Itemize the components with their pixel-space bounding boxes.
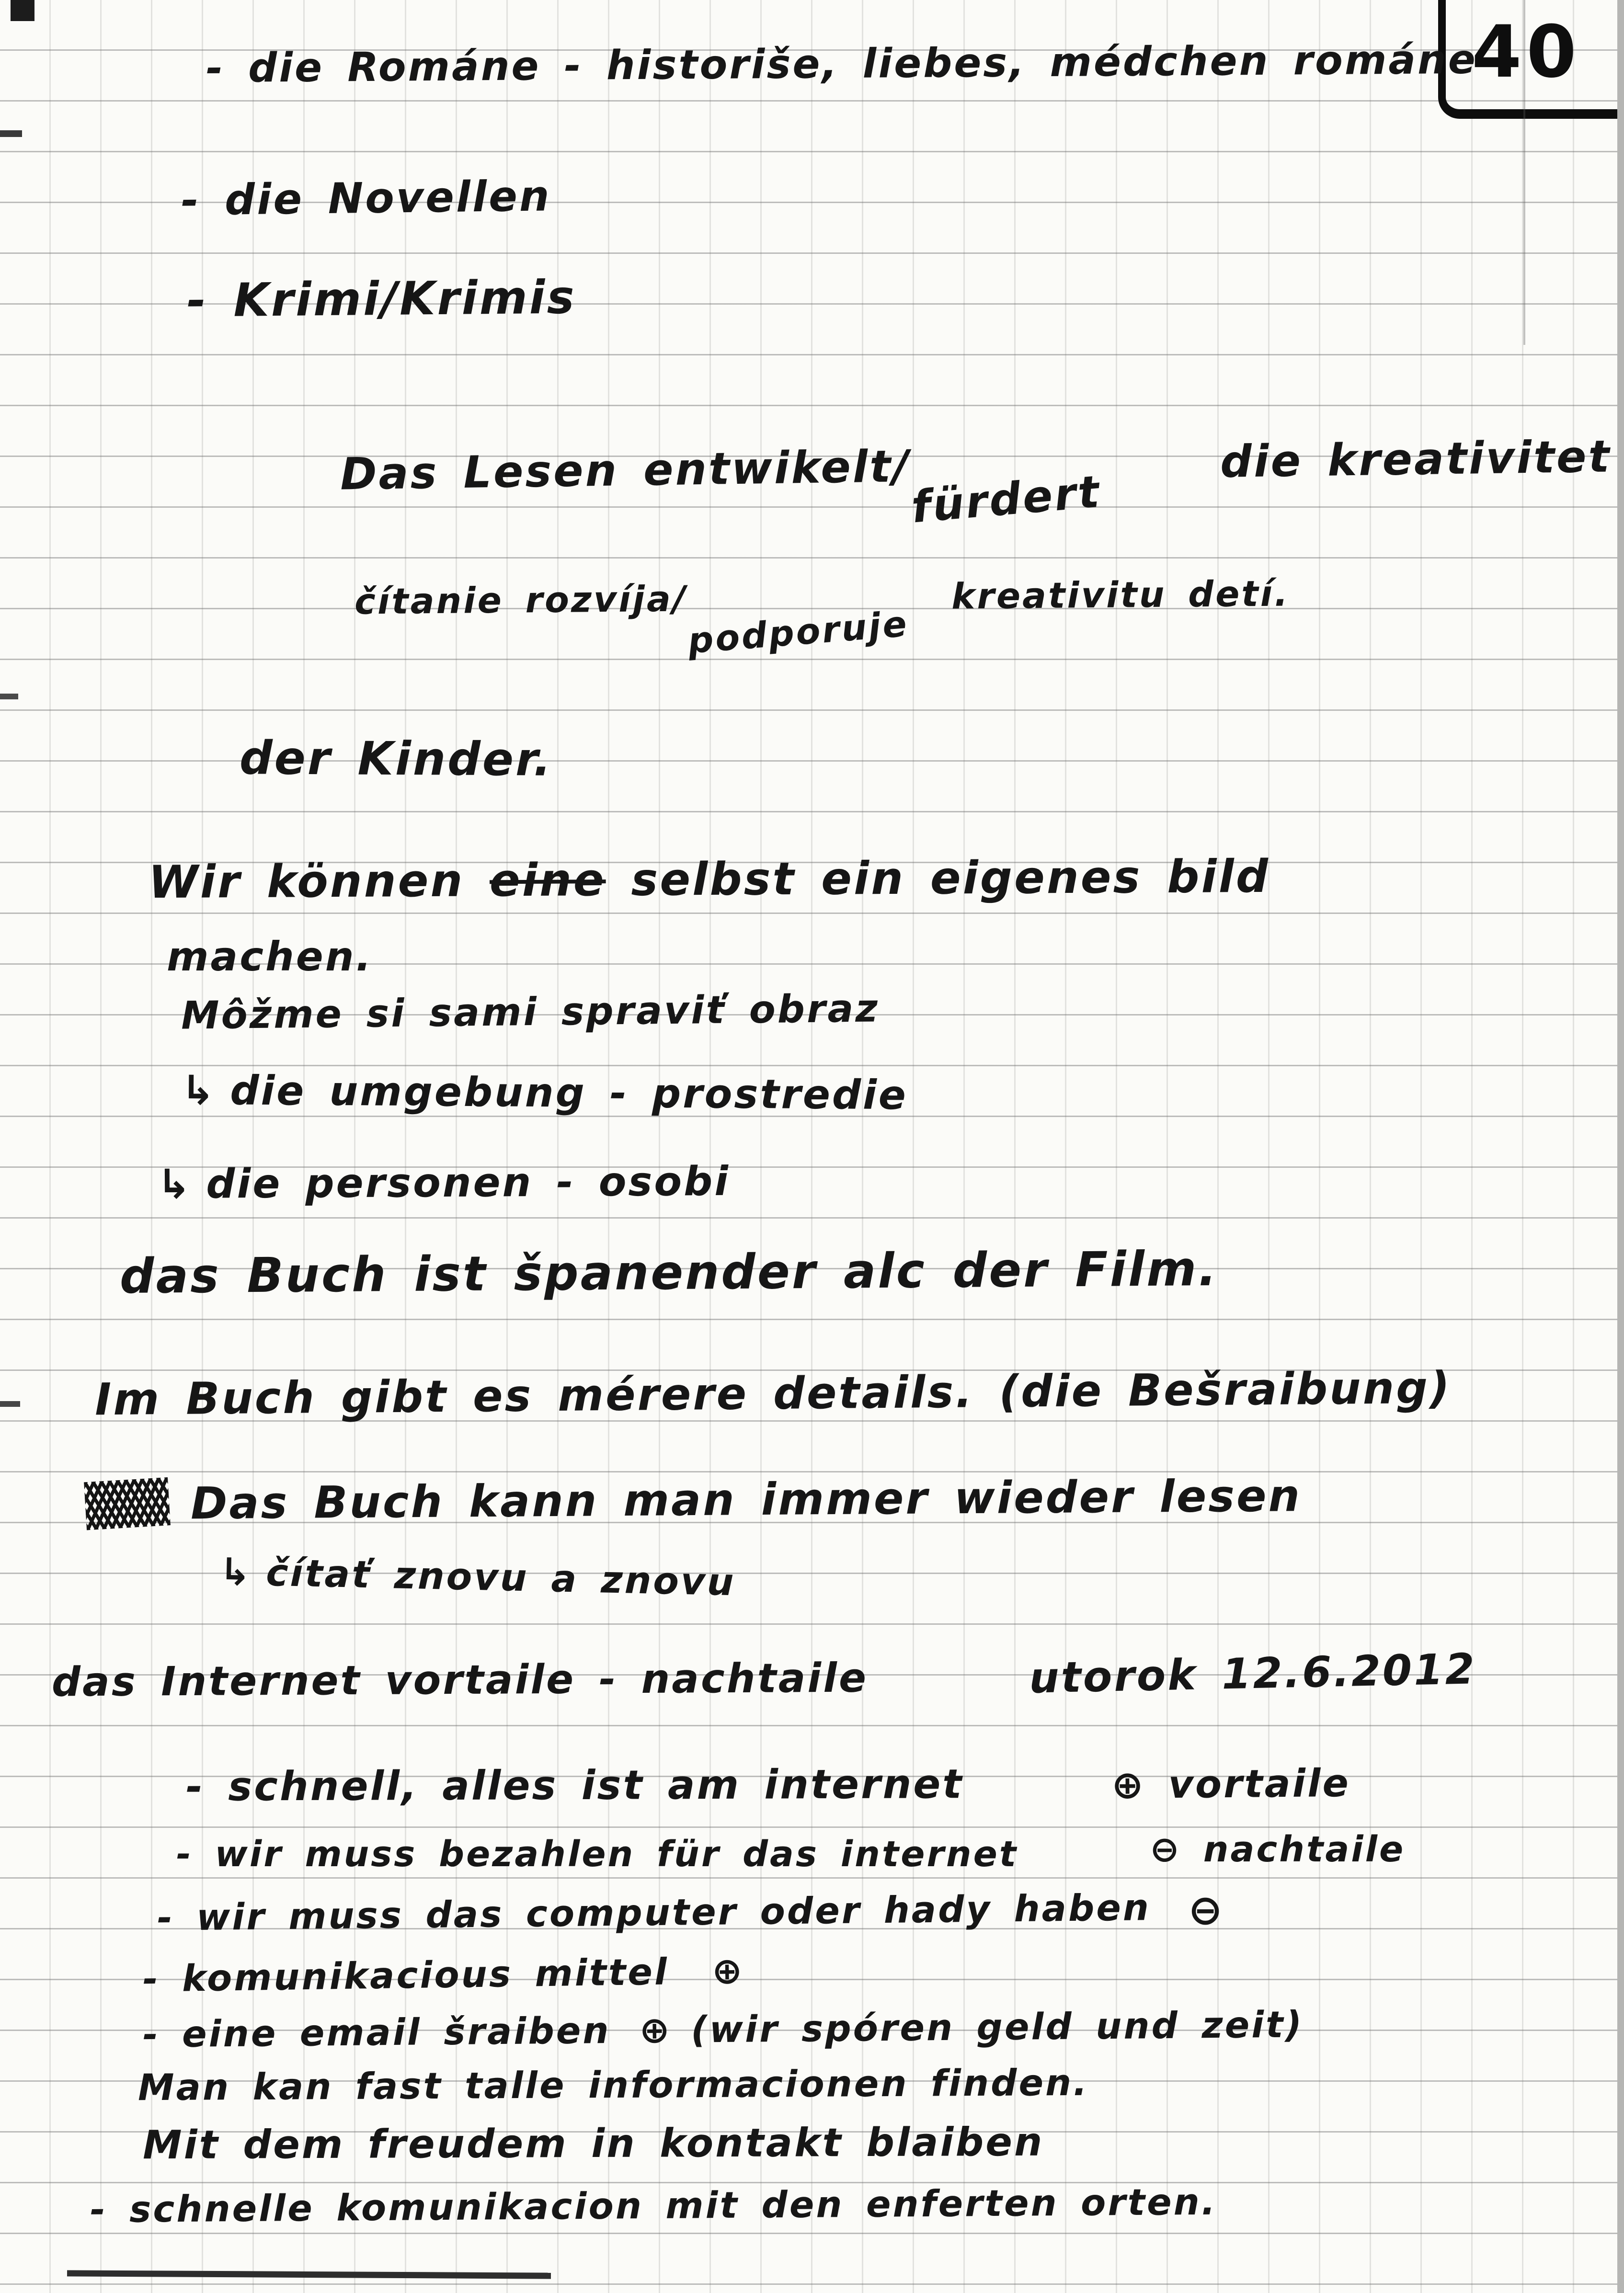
plus-circle-icon: ⊕ (1111, 1762, 1146, 1808)
line-novellen (181, 171, 551, 225)
line-text: die umgebung - prostredie (230, 1067, 908, 1119)
nachtaile-marker (1150, 1829, 1405, 1870)
line-citanie (354, 573, 1290, 662)
line-text: das Internet vortaile - nachtaile (51, 1654, 869, 1706)
line-citat-znovu (219, 1551, 736, 1605)
minus-circle-icon: ⊖ (1188, 1886, 1225, 1934)
line-text: machen. (167, 933, 373, 980)
paper-crease (1523, 0, 1525, 345)
line-text: selbst ein eigenes bild (606, 850, 1270, 907)
line-text: die kreativitet (1220, 431, 1612, 488)
line-text: das Buch ist španender alc der Film. (119, 1240, 1219, 1305)
strikethrough-word: eine (489, 854, 606, 907)
line-eigenes-bild (149, 851, 1270, 909)
line-text: čítanie rozvíja/ (354, 578, 688, 623)
line-text: - schnelle komunikacion mit den enferten orten. (90, 2180, 1217, 2231)
line-text: - wir muss das computer oder hady haben (157, 1886, 1151, 1939)
line-das-lesen (340, 431, 1612, 533)
paper-edge-shadow (1617, 0, 1624, 2293)
marker-label: vortaile (1168, 1760, 1351, 1807)
line-schnell (186, 1760, 964, 1810)
line-text: - die Novellen (181, 171, 552, 225)
line-text: Man kan fast talle informacionen finden. (137, 2061, 1089, 2109)
minus-marker (1188, 1886, 1224, 1934)
date: utorok 12.6.2012 (1029, 1644, 1477, 1703)
scan-artifact (0, 1401, 20, 1407)
line-text: Môžme si sami spraviť obraz (181, 986, 880, 1038)
line-email (143, 2003, 1304, 2055)
line-machen (167, 933, 373, 980)
line-kontakt (143, 2120, 1044, 2168)
line-krimi (187, 270, 577, 327)
line-text: - komunikacious mittel (142, 1950, 669, 2000)
page-number: 40 (1472, 11, 1581, 94)
plus-circle-icon: ⊕ (711, 1949, 745, 1993)
line-buch-spannender (120, 1241, 1219, 1304)
line-romane (206, 36, 1477, 92)
line-text: - die Románe - historiše, liebes, médchen románe (206, 35, 1478, 92)
line-text: (wir spóren geld und zeit) (690, 2003, 1304, 2051)
branch-arrow-icon: ↳ (157, 1160, 193, 1208)
scan-artifact (67, 2270, 551, 2279)
line-text: - eine email šraiben (142, 2009, 611, 2056)
line-text: Das Lesen entwikelt/ (340, 440, 911, 500)
scan-artifact (11, 0, 34, 21)
line-umgebung (181, 1067, 908, 1119)
line-text: die personen - osobi (206, 1157, 731, 1208)
vortaile-marker (1111, 1761, 1351, 1807)
line-buch-wieder (85, 1470, 1302, 1530)
line-text: - schnell, alles ist am internet (185, 1760, 964, 1810)
line-mittel (142, 1949, 744, 2000)
line-text: kreativitu detí. (951, 573, 1290, 617)
marker-label: nachtaile (1203, 1829, 1406, 1870)
branch-arrow-icon: ↳ (219, 1550, 253, 1595)
line-text: der Kinder. (239, 731, 553, 787)
scan-artifact (0, 130, 22, 137)
plus-circle-icon: ⊕ (639, 2008, 672, 2052)
line-buch-details (95, 1362, 1452, 1426)
line-finden (138, 2061, 1089, 2109)
alternative-word: fürdert (909, 466, 1103, 533)
line-text: - wir muss bezahlen für das internet (176, 1834, 1018, 1875)
scribbled-out-word (84, 1477, 171, 1530)
line-personen (157, 1158, 731, 1208)
line-internet-header (52, 1654, 868, 1706)
line-der-kinder (240, 731, 553, 786)
minus-circle-icon: ⊖ (1150, 1829, 1182, 1870)
line-computer (157, 1886, 1151, 1939)
alternative-word: podporuje (686, 603, 910, 662)
line-text: čítať znovu a znovu (265, 1551, 736, 1605)
line-text: Das Buch kann man immer wieder lesen (190, 1470, 1302, 1529)
scan-artifact (0, 694, 18, 699)
line-text: - Krimi/Krimis (186, 270, 577, 328)
branch-arrow-icon: ↳ (181, 1066, 217, 1114)
line-text: Im Buch gibt es mérere details. (die Bešraibung) (94, 1362, 1452, 1426)
line-text: Wir können (148, 855, 490, 909)
line-bezahlen (176, 1834, 1018, 1875)
line-mozme (181, 986, 880, 1038)
line-schnelle-komunikacion (90, 2180, 1217, 2231)
line-text: Mit dem freudem in kontakt blaiben (142, 2119, 1044, 2168)
